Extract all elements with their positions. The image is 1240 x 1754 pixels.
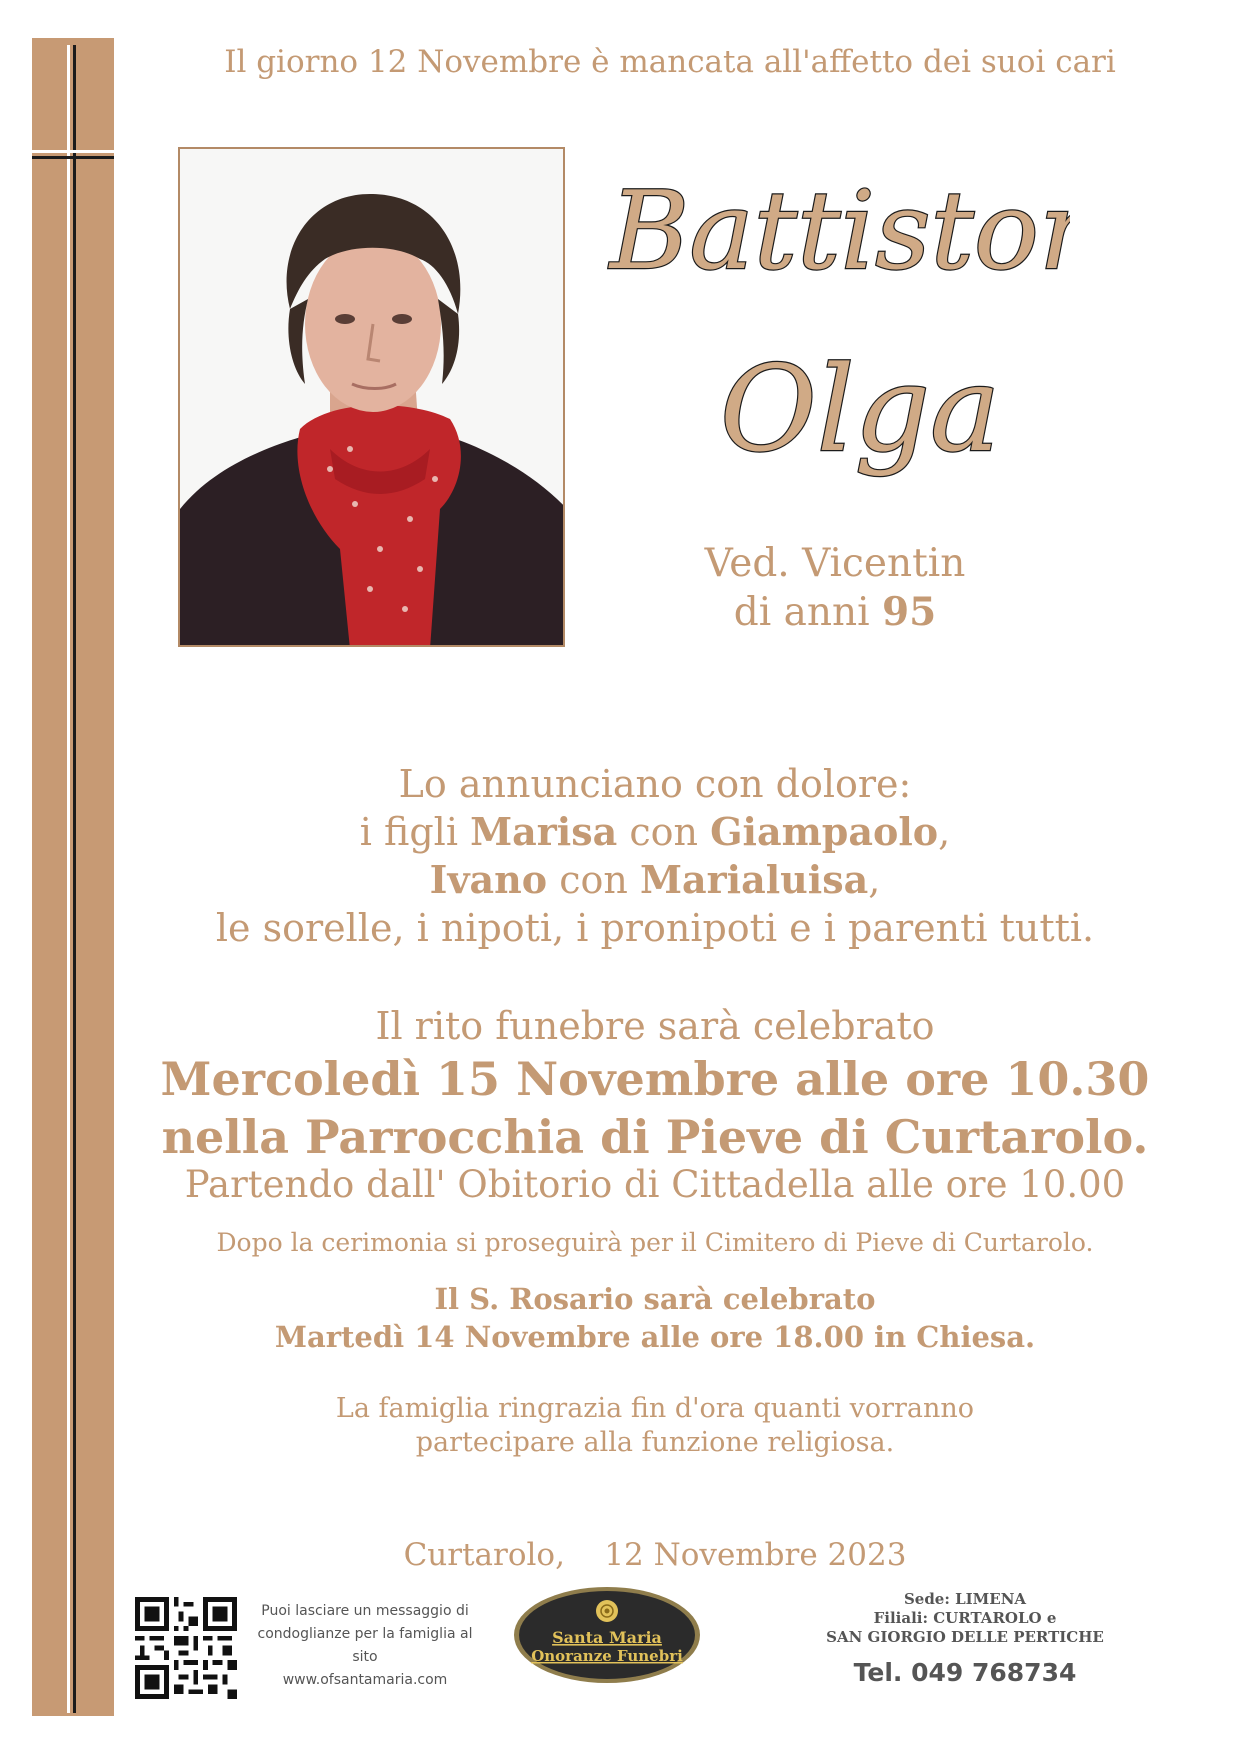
child-name: Marisa [470, 809, 618, 854]
cross-arm [32, 150, 114, 153]
message-line: Puoi lasciare un messaggio di [261, 1603, 469, 1619]
portrait-photo [178, 147, 565, 647]
place-date: Curtarolo, 12 Novembre 2023 [403, 1537, 907, 1573]
age-prefix: di anni [733, 590, 870, 635]
announcement-line2 [130, 808, 1180, 856]
sede-line: Sede: LIMENA [903, 1590, 1027, 1608]
logo-line1: Santa Maria [552, 1628, 662, 1647]
announcement-line4: le sorelle, i nipoti, i pronipoti e i parenti tutti. [215, 906, 1095, 950]
rosary-line2: Martedì 14 Novembre alle ore 18.00 in Chiesa. [274, 1320, 1036, 1354]
widow-of: Ved. Vicentin [704, 541, 966, 586]
funeral-home-logo [512, 1585, 702, 1685]
surname-text: Battiston [610, 169, 1070, 294]
funeral-date: Mercoledì 15 Novembre alle ore 10.30 [160, 1052, 1150, 1106]
message-line: condoglianze per la famiglia al [257, 1626, 473, 1642]
figli-prefix: i figli [359, 810, 458, 854]
cross-line-dark [73, 45, 76, 1713]
spouse-name: Giampaolo [710, 809, 939, 854]
logo-line2: Onoranze Funebri [531, 1647, 683, 1665]
child-name: Ivano [429, 857, 548, 902]
widow-age-block [640, 540, 1030, 637]
funeral-intro: Il rito funebre sarà celebrato [375, 1004, 935, 1048]
announcement-block [130, 760, 1180, 952]
cross-arm-dark [32, 156, 114, 159]
intro-text: Il giorno 12 Novembre è mancata all'affetto dei suoi cari [224, 44, 1116, 80]
rose-icon [596, 1600, 618, 1622]
thanks-line2: partecipare alla funzione religiosa. [415, 1427, 895, 1458]
funeral-details [130, 1050, 1180, 1166]
thanks-block [260, 1392, 1050, 1460]
surname-title [600, 150, 1070, 310]
con-word: con [629, 810, 698, 854]
message-line: sito [352, 1649, 378, 1665]
qr-code-icon[interactable] [135, 1597, 237, 1699]
rosary-line1: Il S. Rosario sarà celebrato [434, 1282, 876, 1316]
comma: , [938, 810, 951, 854]
age-value: 95 [881, 589, 937, 635]
funeral-departure: Partendo dall' Obitorio di Cittadella alle ore 10.00 [184, 1163, 1126, 1206]
filiali-line: Filiali: CURTAROLO e [873, 1609, 1057, 1627]
age-line [640, 588, 1030, 637]
con-word: con [559, 858, 628, 902]
announcement-line3 [130, 856, 1180, 904]
cross-line [67, 45, 70, 1713]
spouse-name: Marialuisa [639, 857, 869, 902]
first-name-title [710, 330, 1010, 500]
funeral-place: nella Parrocchia di Pieve di Curtarolo. [161, 1110, 1149, 1164]
phone-number[interactable]: Tel. 049 768734 [853, 1658, 1077, 1687]
filiali-line2: SAN GIORGIO DELLE PERTICHE [826, 1628, 1104, 1646]
thanks-line1: La famiglia ringrazia fin d'ora quanti vorranno [335, 1393, 975, 1424]
comma: , [868, 858, 881, 902]
website-link[interactable]: www.ofsantamaria.com [282, 1672, 448, 1688]
first-name-text: Olga [720, 340, 1001, 478]
portrait-image [180, 149, 565, 647]
rosary-block [130, 1280, 1180, 1356]
branch-info [800, 1590, 1130, 1647]
funeral-after: Dopo la cerimonia si proseguirà per il Cimitero di Pieve di Curtarolo. [216, 1228, 1094, 1257]
announcement-line1: Lo annunciano con dolore: [398, 762, 912, 806]
condolence-message [245, 1600, 485, 1692]
